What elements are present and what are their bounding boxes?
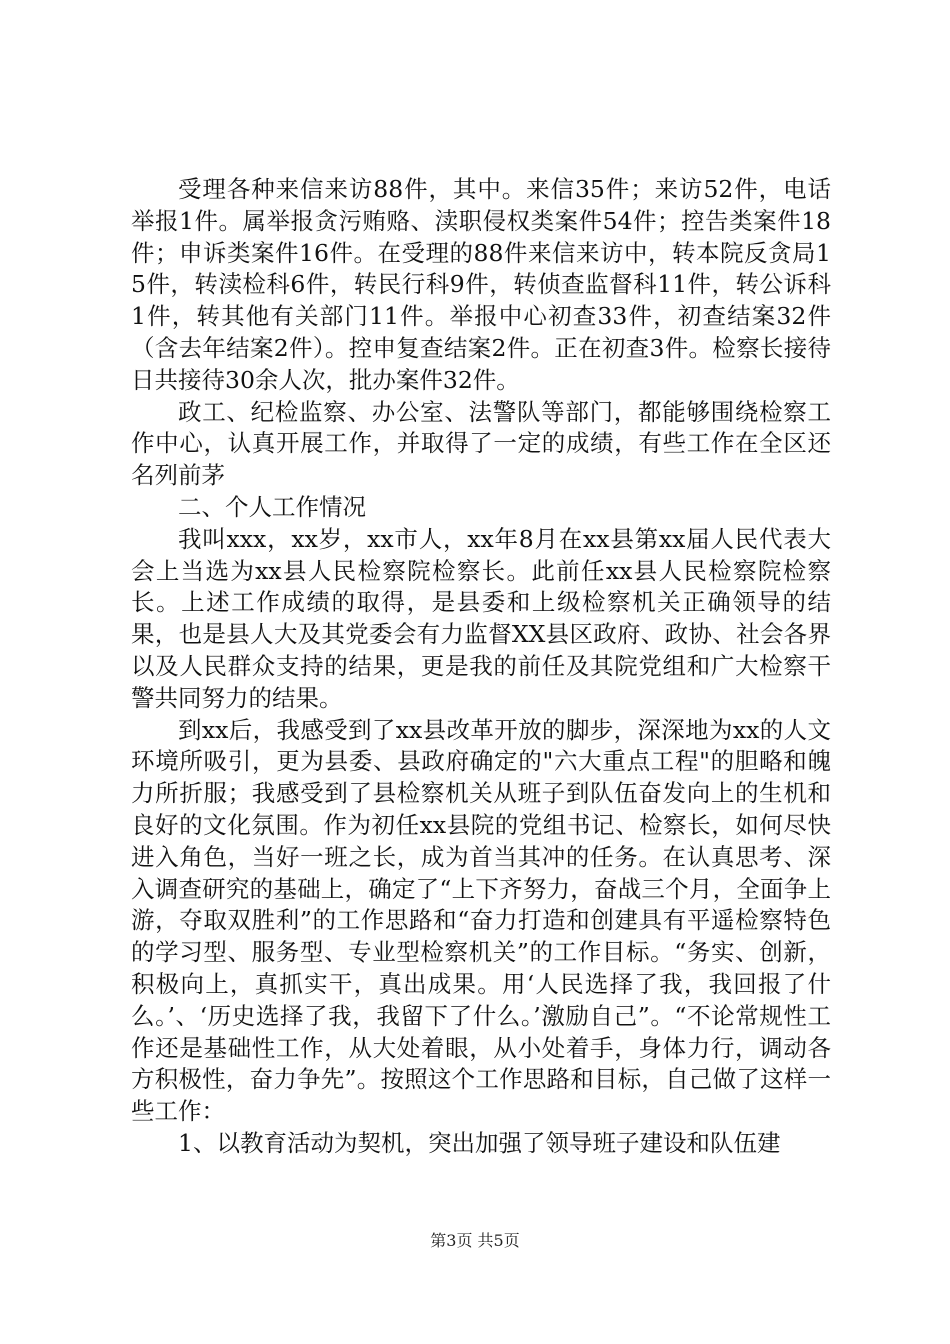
document-body — [131, 174, 831, 1160]
paragraph-work-ideas: 到xx后，我感受到了xx县改革开放的脚步，深深地为xx的人文环境所吸引，更为县委、县政府确定的"六大重点工程"的胆略和魄力所折服；我感受到了县检察机关从班子到队伍奋发向上的生机和良好的文化氛围。作为初任xx县院的党组书记、检察长，如何尽快进入角色，当好一班之长，成为首当其冲的任务。在认真思考、深入调查研究的基础上，确定了“上下齐努力，奋战三个月，全面争上游，夺取双胜利”的工作思路和“奋力打造和创建具有平遥检察特色的学习型、服务型、专业型检察机关”的工作目标。“务实、创新，积极向上，真抓实干，真出成果。用‘人民选择了我，我回报了什么。’、‘历史选择了我，我留下了什么。’激励自己”。“不论常规性工作还是基础性工作，从大处着眼，从小处着手，身体力行，调动各方积极性，奋力争先”。按照这个工作思路和目标，自己做了这样一些工作： — [131, 715, 831, 1126]
paragraph-self-introduction: 我叫xxx，xx岁，xx市人，xx年8月在xx县第xx届人民代表大会上当选为xx县人民检察院检察长。此前任xx县人民检察院检察长。上述工作成绩的取得，是县委和上级检察机关正确领导的结果，也是县人大及其党委会有力监督XX县区政府、政协、社会各界以及人民群众支持的结果，更是我的前任及其院党组和广大检察干警共同努力的结果。 — [131, 524, 831, 712]
paragraph-item-1: 1、以教育活动为契机，突出加强了领导班子建设和队伍建 — [178, 1128, 781, 1157]
paragraph-complaints-summary: 受理各种来信来访88件，其中。来信35件；来访52件，电话举报1件。属举报贪污贿赂、渎职侵权类案件54件；控告类案件18件；申诉类案件16件。在受理的88件来信来访中，转本院反贪局15件，转渎检科6件，转民行科9件，转侦查监督科11件，转公诉科1件，转其他有关部门11件。举报中心初查33件，初查结案32件（含去年结案2件）。控申复查结案2件。正在初查3件。检察长接待日共接待30余人次，批办案件32件。 — [131, 175, 831, 394]
paragraph-departments: 政工、纪检监察、办公室、法警队等部门，都能够围绕检察工作中心，认真开展工作，并取得了一定的成绩，有些工作在全区还名列前茅 — [131, 397, 831, 490]
page-footer: 第3页 共5页 — [430, 1231, 520, 1250]
section-heading-personal-work: 二、个人工作情况 — [178, 492, 366, 521]
